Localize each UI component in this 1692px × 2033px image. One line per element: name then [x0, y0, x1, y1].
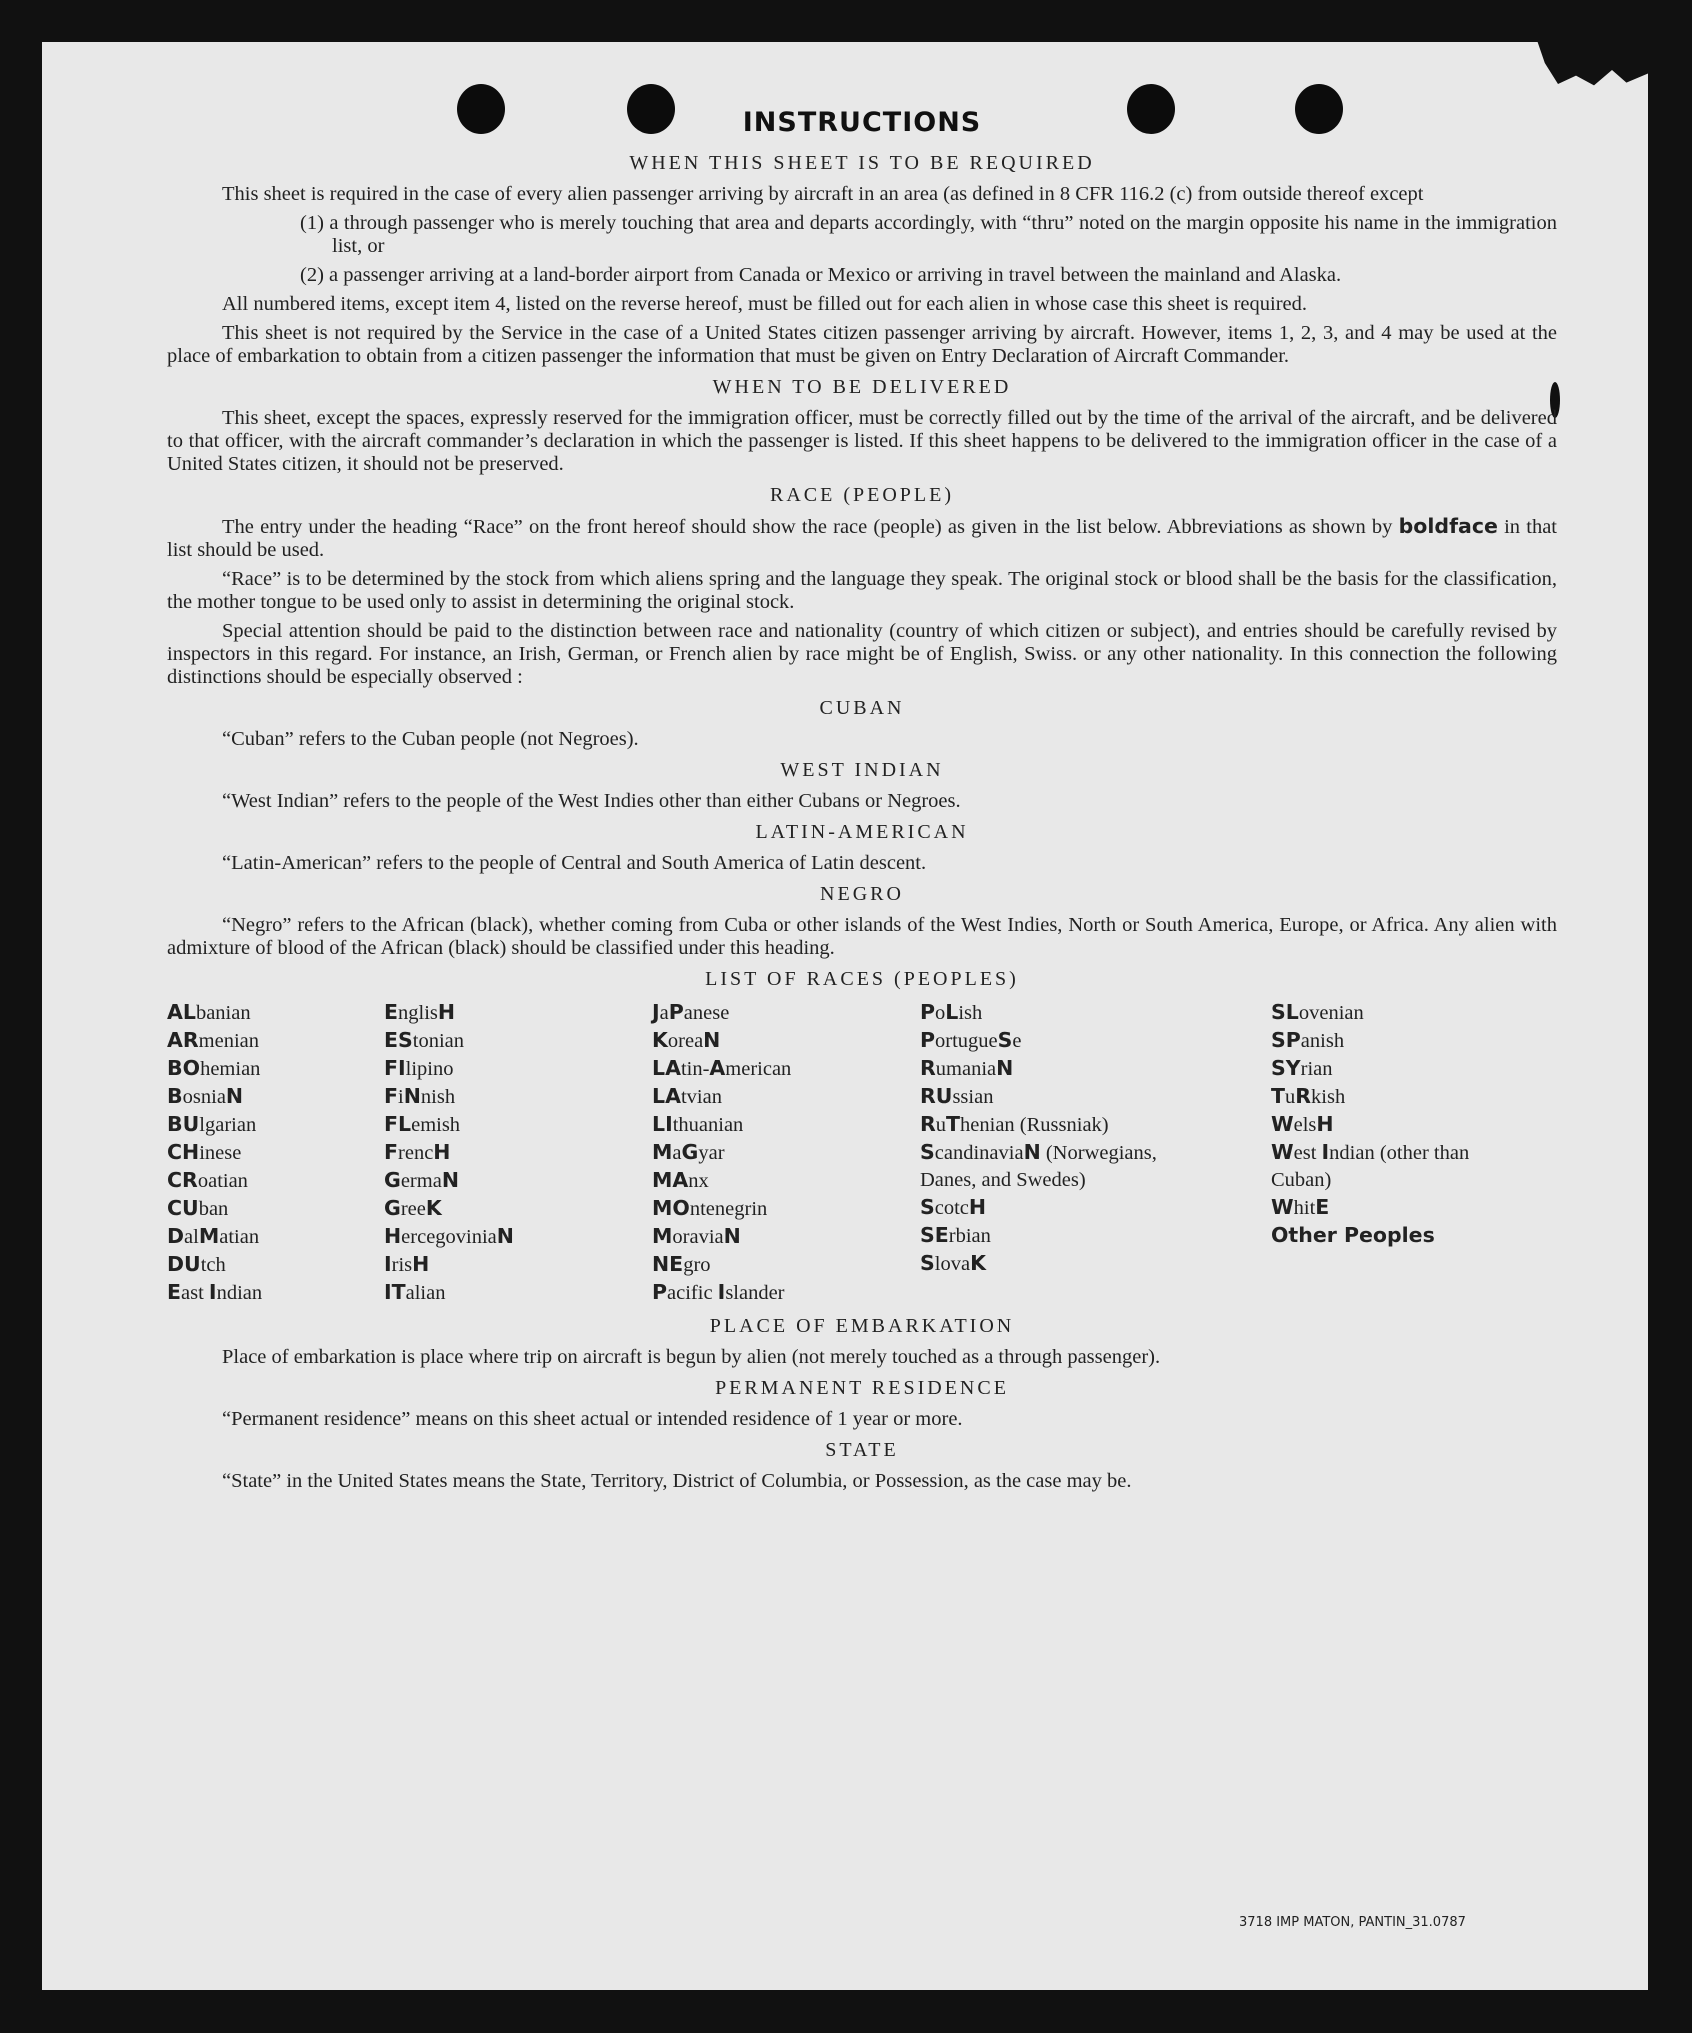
races-column — [384, 999, 652, 1307]
race-item: SLovenian — [1271, 1000, 1364, 1024]
paragraph: This sheet, except the spaces, expressly reserved for the immigration officer, must be correctly filled out by the time of the arrival of the aircraft, and be delivered to that officer, with the aircraft commander’s declaration in which the passenger is listed. If this sheet happens to be delivered to the immigration officer in the case of a United States citizen, it should not be preserved. — [167, 407, 1557, 475]
race-item: RUssian — [920, 1084, 994, 1108]
races-column — [167, 999, 384, 1307]
list-item: (2) a passenger arriving at a land-border airport from Canada or Mexico or arriving in travel between the mainland and Alaska. — [300, 264, 1342, 286]
race-item: ScotcH — [920, 1195, 987, 1219]
section-heading: PLACE OF EMBARKATION — [709, 1315, 1015, 1337]
paragraph: This sheet is required in the case of every alien passenger arriving by aircraft in an area (as defined in 8 CFR 116.2 (c) from outside thereof except — [222, 183, 1424, 205]
torn-corner — [1528, 42, 1648, 112]
race-item: WhitE — [1271, 1195, 1330, 1219]
race-item: ScandinaviaN (Norwegians, Danes, and Swedes) — [920, 1140, 1157, 1191]
race-item: Other Peoples — [1271, 1223, 1435, 1247]
race-item: MoraviaN — [652, 1224, 741, 1248]
race-item: CRoatian — [167, 1168, 248, 1192]
section-heading: LATIN-AMERICAN — [755, 821, 969, 843]
race-item: ITalian — [384, 1280, 446, 1304]
race-item: SErbian — [920, 1223, 991, 1247]
paragraph: “Permanent residence” means on this sheet actual or intended residence of 1 year or more. — [222, 1408, 963, 1430]
race-item: KoreaN — [652, 1028, 721, 1052]
race-item: FLemish — [384, 1112, 461, 1136]
race-item: ALbanian — [167, 1000, 251, 1024]
race-item: EStonian — [384, 1028, 465, 1052]
race-item: GermaN — [384, 1168, 459, 1192]
race-item: East Indian — [167, 1280, 263, 1304]
section-heading: WEST INDIAN — [780, 759, 944, 781]
race-item: MaGyar — [652, 1140, 725, 1164]
section-heading: NEGRO — [820, 883, 904, 905]
race-item: LAtvian — [652, 1084, 722, 1108]
races-list — [167, 999, 1557, 1307]
race-item: RumaniaN — [920, 1056, 1014, 1080]
race-item: TuRkish — [1271, 1084, 1346, 1108]
race-item: IrisH — [384, 1252, 430, 1276]
instructions-content — [167, 107, 1557, 1499]
race-item: BUlgarian — [167, 1112, 257, 1136]
paragraph: “Race” is to be determined by the stock from which aliens spring and the language they speak. The original stock or blood shall be the basis for the classification, the mother tongue to be used only to assist in determining the original stock. — [167, 568, 1557, 613]
paragraph: “Latin-American” refers to the people of Central and South America of Latin descent. — [222, 852, 927, 874]
race-item: ARmenian — [167, 1028, 260, 1052]
race-item: MAnx — [652, 1168, 709, 1192]
section-heading: RACE (PEOPLE) — [770, 484, 954, 506]
race-item: JaPanese — [652, 1000, 730, 1024]
section-heading: STATE — [825, 1439, 899, 1461]
list-item: (1) a through passenger who is merely touching that area and departs accordingly, with “thru” noted on the margin opposite his name in the immigration list, or — [300, 212, 1557, 257]
paragraph: Special attention should be paid to the distinction between race and nationality (country of which citizen or subject), and entries should be carefully revised by inspectors in this regard. For instance, an Irish, German, or French alien by race might be of English, Swiss. or any other nationality. In this connection the following distinctions should be especially observed : — [167, 620, 1557, 688]
race-item: PortugueSe — [920, 1028, 1022, 1052]
paragraph: All numbered items, except item 4, listed on the reverse hereof, must be filled out for each alien in whose case this sheet is required. — [222, 293, 1308, 315]
race-item: FIlipino — [384, 1056, 454, 1080]
paragraph: “West Indian” refers to the people of the West Indies other than either Cubans or Negroes. — [222, 790, 961, 812]
race-item: RuThenian (Russniak) — [920, 1112, 1109, 1136]
race-item: LIthuanian — [652, 1112, 744, 1136]
race-item: PoLish — [920, 1000, 983, 1024]
races-column — [652, 999, 920, 1307]
race-item: SlovaK — [920, 1251, 986, 1275]
race-item: BosniaN — [167, 1084, 244, 1108]
paragraph: This sheet is not required by the Service in the case of a United States citizen passenger arriving by aircraft. However, items 1, 2, 3, and 4 may be used at the place of embarkation to obtain from a citizen passenger the information that must be given on Entry Declaration of Aircraft Commander. — [167, 322, 1557, 367]
paragraph: “Negro” refers to the African (black), whether coming from Cuba or other islands of the West Indies, North or South America, Europe, or Africa. Any alien with admixture of blood of the African (black) should be classified under this heading. — [167, 914, 1557, 959]
text-run: The entry under the heading “Race” on the front hereof should show the race (people) as given in the list below. Abbreviations as shown by — [222, 516, 1393, 538]
races-column — [1271, 999, 1521, 1307]
race-item: DUtch — [167, 1252, 226, 1276]
printer-imprint: 3718 IMP MATON, PANTIN_31.0787 — [1239, 1915, 1466, 1930]
section-heading: PERMANENT RESIDENCE — [715, 1377, 1009, 1399]
race-item: WelsH — [1271, 1112, 1334, 1136]
boldface-sample: boldface — [1398, 514, 1498, 538]
text-run: in that list should be used. — [167, 516, 1557, 561]
race-item: FrencH — [384, 1140, 451, 1164]
paragraph: Place of embarkation is place where trip on aircraft is begun by alien (not merely touched as a through passenger). — [222, 1346, 1161, 1368]
races-column — [920, 999, 1271, 1307]
section-heading: WHEN TO BE DELIVERED — [712, 376, 1012, 398]
page-title: INSTRUCTIONS — [742, 107, 982, 138]
race-item: West Indian (other than Cuban) — [1271, 1140, 1470, 1191]
paragraph: “State” in the United States means the State, Territory, District of Columbia, or Possession, as the case may be. — [222, 1470, 1132, 1492]
race-item: MOntenegrin — [652, 1196, 768, 1220]
race-item: BOhemian — [167, 1056, 261, 1080]
paragraph: “Cuban” refers to the Cuban people (not Negroes). — [222, 728, 639, 750]
race-item: EnglisH — [384, 1000, 456, 1024]
race-item: NEgro — [652, 1252, 711, 1276]
race-item: Pacific Islander — [652, 1280, 785, 1304]
race-item: CUban — [167, 1196, 229, 1220]
race-item: DalMatian — [167, 1224, 260, 1248]
section-heading: CUBAN — [819, 697, 905, 719]
race-item: GreeK — [384, 1196, 442, 1220]
race-item: LAtin-American — [652, 1056, 792, 1080]
race-item: CHinese — [167, 1140, 242, 1164]
document-sheet — [42, 42, 1648, 1990]
paragraph — [167, 515, 1557, 562]
race-item: SYrian — [1271, 1056, 1333, 1080]
race-item: FiNnish — [384, 1084, 456, 1108]
section-heading: WHEN THIS SHEET IS TO BE REQUIRED — [629, 152, 1095, 174]
race-item: HercegoviniaN — [384, 1224, 514, 1248]
section-heading: LIST OF RACES (PEOPLES) — [705, 968, 1019, 990]
race-item: SPanish — [1271, 1028, 1345, 1052]
